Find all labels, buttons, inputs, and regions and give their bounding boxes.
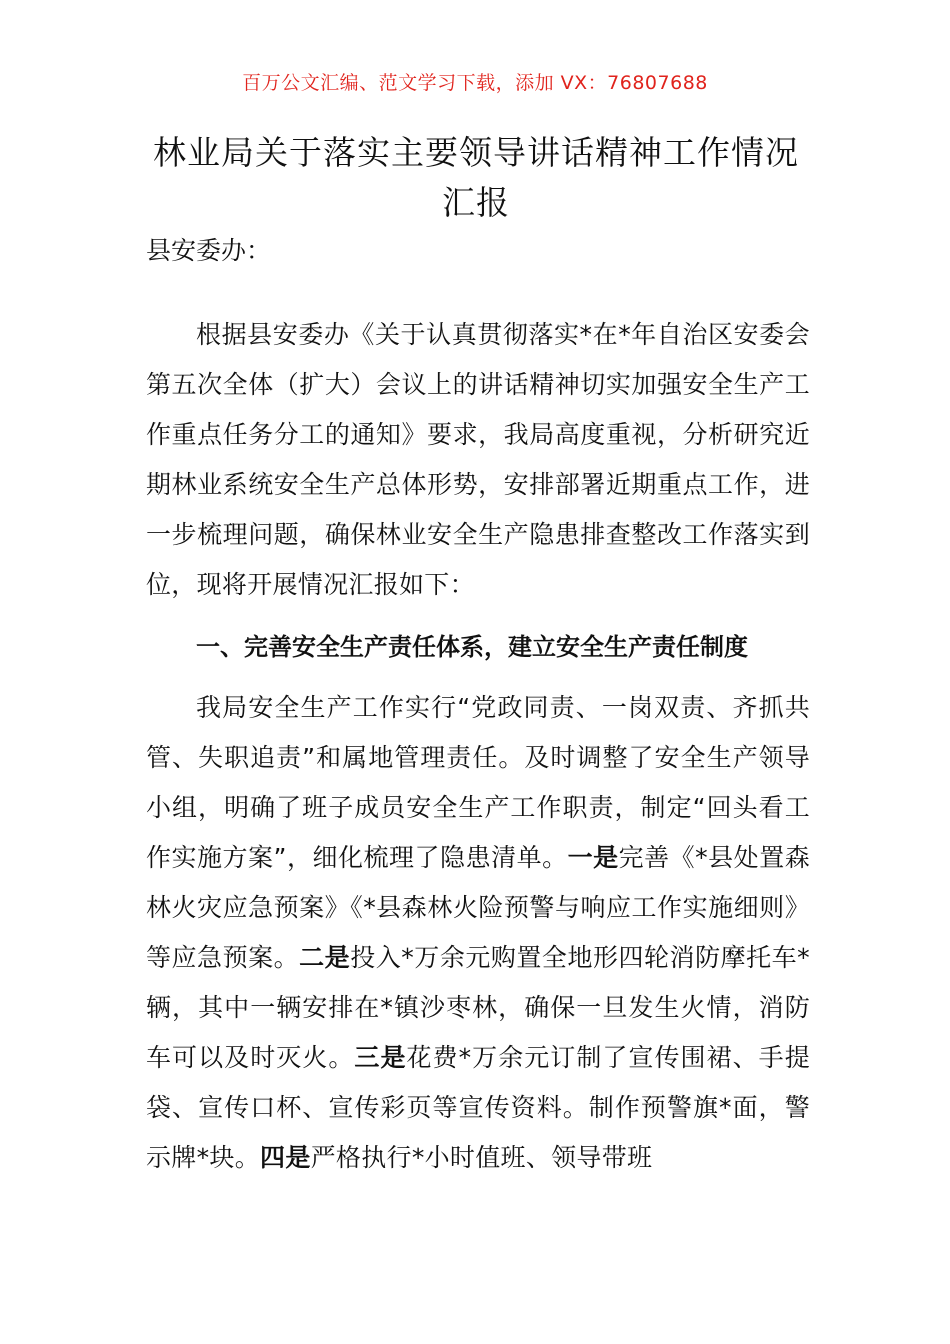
paragraph-text: 花费*万余元订制了宣传围裙、手提袋、宣传口杯、宣传彩页等宣传资料。制作预警旗*面，警示牌*块。 [146, 1043, 811, 1172]
enumeration-marker: 三是 [354, 1043, 407, 1072]
paragraph-text: 严格执行*小时值班、领导带班 [310, 1143, 653, 1172]
paragraph-text: 我局安全生产工作实行“党政同责、一岗双责、齐抓共管、失职追责”和属地管理责任。及时调整了安全生产领导小组，明确了班子成员安全生产工作职责，制定“回头看工作实施方案”，细化梳理了隐患清单。 [146, 693, 810, 872]
enumeration-marker: 一是 [567, 843, 619, 872]
paragraph-text: 完善《*县处置森林火灾应急预案》《*县森林火险预警与响应工作实施细则》等应急预案。 [146, 843, 811, 972]
enumeration-marker: 二是 [299, 943, 351, 972]
salutation: 县安委办： [146, 236, 272, 265]
enumeration-marker: 四是 [260, 1143, 311, 1172]
document-title: 林业局关于落实主要领导讲话精神工作情况汇报 [153, 133, 799, 222]
paragraph-text: 投入*万余元购置全地形四轮消防摩托车*辆，其中一辆安排在*镇沙枣林，确保一旦发生火情，消防车可以及时灭火。 [146, 943, 810, 1072]
section-1-paragraph [146, 683, 810, 1183]
section-heading-1: 一、完善安全生产责任体系，建立安全生产责任制度 [196, 633, 748, 661]
intro-paragraph: 根据县安委办《关于认真贯彻落实*在*年自治区安委会第五次全体（扩大）会议上的讲话精神切实加强安全生产工作重点任务分工的通知》要求，我局高度重视，分析研究近期林业系统安全生产总体形势，安排部署近期重点工作，进一步梳理问题，确保林业安全生产隐患排查整改工作落实到位，现将开展情况汇报如下： [146, 320, 810, 599]
header-note: 百万公文汇编、范文学习下载，添加 VX：76807688 [242, 72, 708, 94]
